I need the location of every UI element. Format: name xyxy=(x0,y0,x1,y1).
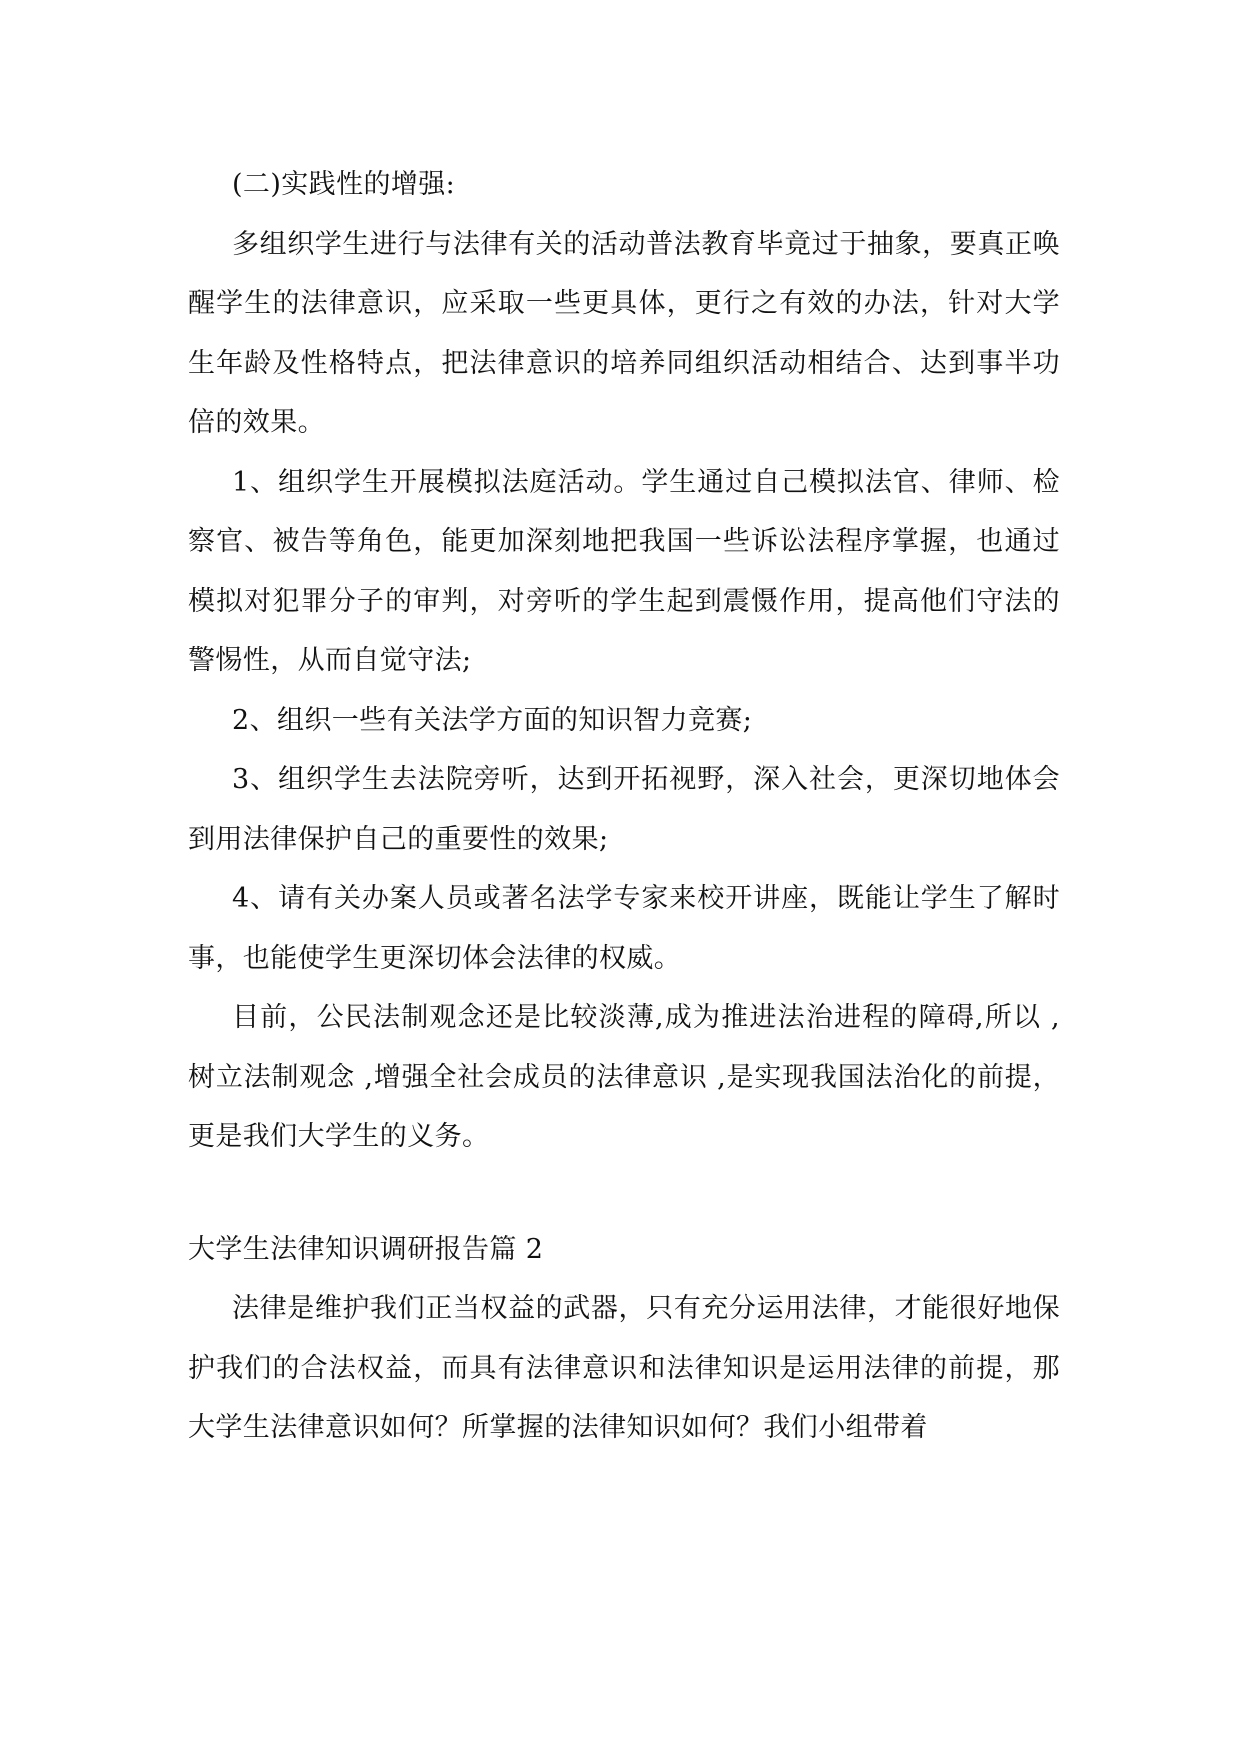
list-item-knowledge-contest: 2、组织一些有关法学方面的知识智力竞赛; xyxy=(232,704,753,736)
paragraph-law-intro: 法律是维护我们正当权益的武器，只有充分运用法律，才能很好地保护我们的合法权益，而具有法律意识和法律知识是运用法律的前提，那大学生法律意识如何？所掌握的法律知识如何？我们小组带着 xyxy=(188,1293,1060,1443)
section-title-report-2: 大学生法律知识调研报告篇 2 xyxy=(188,1233,544,1265)
paragraph-conclusion: 目前，公民法制观念还是比较淡薄,成为推进法治进程的障碍,所以 ,树立法制观念 ,增强全社会成员的法律意识 ,是实现我国法治化的前提，更是我们大学生的义务。 xyxy=(188,1002,1060,1152)
list-item-court-visit: 3、组织学生去法院旁听，达到开拓视野，深入社会，更深切地体会到用法律保护自己的重要性的效果; xyxy=(188,764,1060,855)
paragraph-organize-activities: 多组织学生进行与法律有关的活动普法教育毕竟过于抽象，要真正唤醒学生的法律意识，应采取一些更具体，更行之有效的办法，针对大学生年龄及性格特点，把法律意识的培养同组织活动相结合、达到事半功倍的效果。 xyxy=(188,228,1060,438)
document-body xyxy=(188,155,1060,1458)
list-item-mock-court: 1、组织学生开展模拟法庭活动。学生通过自己模拟法官、律师、检察官、被告等角色，能更加深刻地把我国一些诉讼法程序掌握，也通过模拟对犯罪分子的审判，对旁听的学生起到震慑作用，提高他们守法的警惕性，从而自觉守法; xyxy=(188,466,1060,676)
list-item-expert-lecture: 4、请有关办案人员或著名法学专家来校开讲座，既能让学生了解时事，也能使学生更深切体会法律的权威。 xyxy=(188,883,1060,974)
subheading-practicality: (二)实践性的增强: xyxy=(232,169,456,200)
